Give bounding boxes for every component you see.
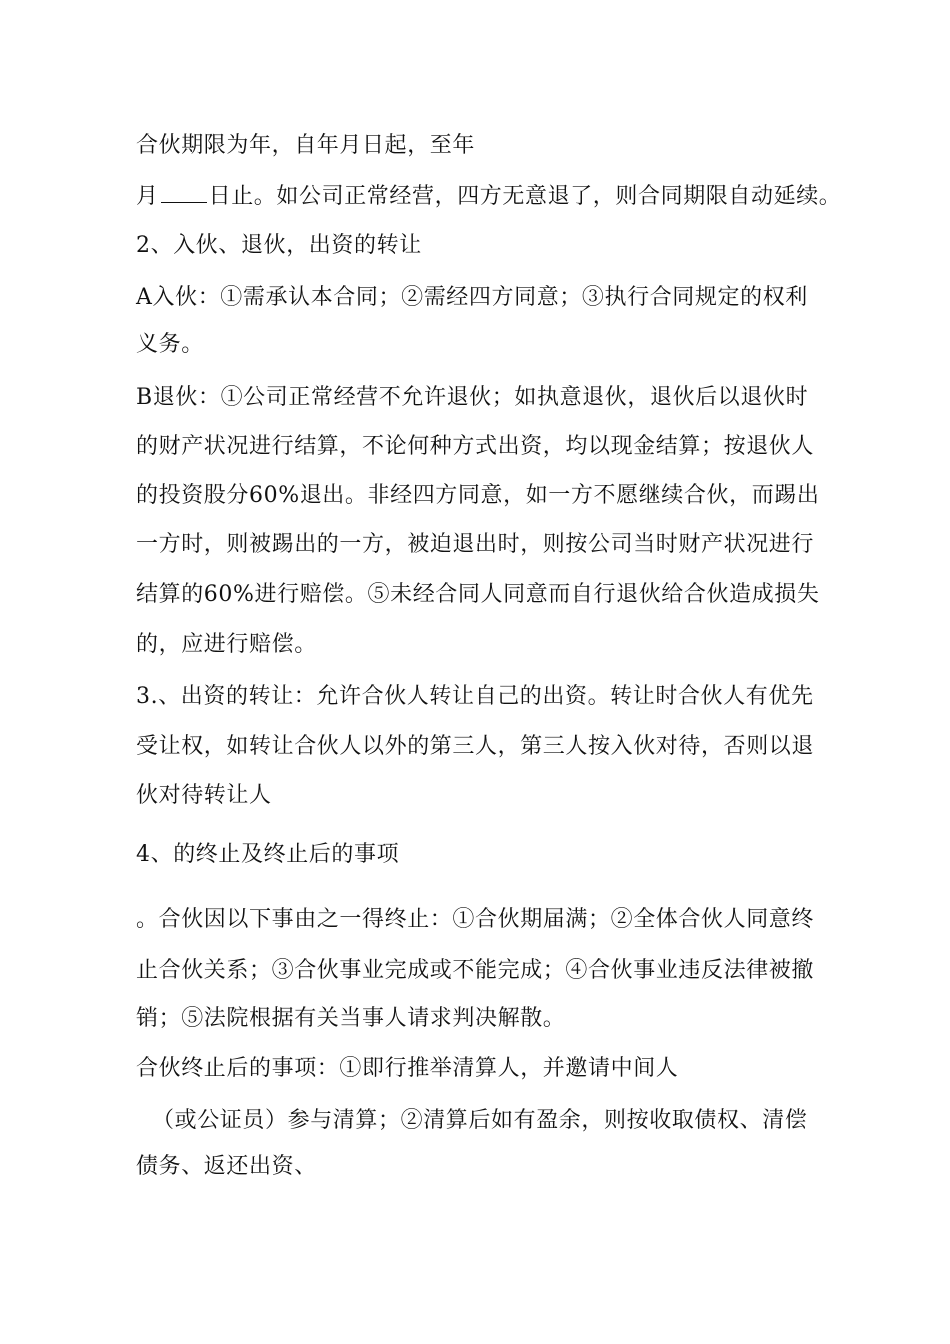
text-line: 的，应进行赔偿。 [136,632,317,657]
text-line: 合伙期限为年，自年月日起，至年 [136,133,476,158]
text-fragment: 日止。如公司正常经营，四方无意退了，则合同期限自动延续。 [208,184,842,209]
blank-underline [161,184,207,203]
text-fragment: 月 [136,184,159,209]
text-line: 义务。 [136,332,204,357]
text-line: 债务、返还出资、 [136,1154,317,1179]
text-line: 止合伙关系；③合伙事业完成或不能完成；④合伙事业违反法律被撤 [136,958,815,983]
text-line: 受让权，如转让合伙人以外的第三人，第三人按入伙对待，否则以退 [136,734,815,759]
text-line: （或公证员）参与清算；②清算后如有盈余，则按收取债权、清偿 [152,1108,808,1133]
text-line: 销；⑤法院根据有关当事人请求判决解散。 [136,1006,566,1031]
text-line: A入伙：①需承认本合同；②需经四方同意；③执行合同规定的权利 [136,285,808,310]
text-line: 的财产状况进行结算，不论何种方式出资，均以现金结算；按退伙人 [136,434,815,459]
section-heading: 2、入伙、退伙，出资的转让 [136,233,422,258]
text-line: 合伙终止后的事项：①即行推举清算人，并邀请中间人 [136,1056,679,1081]
text-line: 结算的60%进行赔偿。⑤未经合同人同意而自行退伙给合伙造成损失 [136,582,820,607]
text-line: 的投资股分60%退出。非经四方同意，如一方不愿继续合伙，而踢出 [136,483,820,508]
text-line [136,182,841,212]
text-line: B退伙：①公司正常经营不允许退伙；如执意退伙，退伙后以退伙时 [136,385,809,410]
text-line: 伙对待转让人 [136,783,272,808]
text-line: 一方时，则被踢出的一方，被迫退出时，则按公司当时财产状况进行 [136,532,815,557]
section-heading: 4、的终止及终止后的事项 [136,842,400,867]
section-heading: 3.、出资的转让：允许合伙人转让自己的出资。转让时合伙人有优先 [136,684,814,709]
text-line: 。合伙因以下事由之一得终止：①合伙期届满；②全体合伙人同意终 [136,907,815,932]
